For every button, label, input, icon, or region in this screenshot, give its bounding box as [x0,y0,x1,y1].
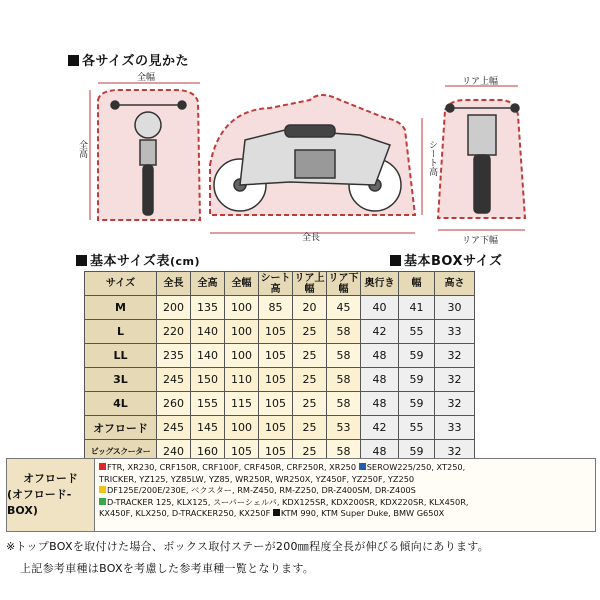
model-names: TRICKER, YZ125, YZ85LW, YZ85, WR250R, WR250X, YZ450F, YZ250F, YZ250 [99,473,415,484]
square-bullet-icon [76,255,87,266]
note-line-2: 上記参考車種はBOXを考慮した参考車種一覧となります。 [20,562,315,575]
table-cell: 100 [225,296,259,320]
box-size-title: 基本BOXサイズ [404,254,503,269]
table-cell: 25 [293,320,327,344]
table-cell: 58 [327,440,361,464]
table-row [85,320,475,344]
table-cell: 260 [157,392,191,416]
size-name-cell: ビッグスクーター [85,440,157,464]
square-bullet-icon [68,55,79,66]
table-cell: 105 [259,368,293,392]
table-cell: 135 [191,296,225,320]
table-cell: 55 [399,320,435,344]
size-table-title: 基本サイズ表 [90,254,170,269]
table-cell: 25 [293,368,327,392]
table-cell: 58 [327,392,361,416]
model-names: D-TRACKER 125, KLX125, スーパーシェルパ, KDX125SR, KDX200SR, KDX220SR, KLX450R, [107,496,469,507]
table-cell: 100 [225,416,259,440]
model-names: KTM 990, KTM Super Duke, BMW G650X [280,508,445,518]
model-line [99,485,591,497]
model-names: KX450F, KLX250, D-TRACKER250, KX250F [99,508,271,518]
section-heading-size-table [76,250,200,269]
model-names: SEROW225/250, XT250, [366,462,466,472]
column-header: シート高 [260,272,291,295]
table-cell: 41 [399,296,435,320]
size-name-cell: 4L [85,392,157,416]
size-unit-label: (cm) [169,255,201,268]
size-name-cell: LL [85,344,157,368]
table-cell: 85 [259,296,293,320]
table-cell: 200 [157,296,191,320]
column-header: サイズ [85,272,157,296]
how-to-read-title: 各サイズの見かた [82,54,189,69]
table-cell: 160 [191,440,225,464]
model-line [99,462,591,474]
table-cell: 150 [191,368,225,392]
table-cell: 58 [327,368,361,392]
table-row [85,344,475,368]
table-cell: 48 [361,440,399,464]
table-cell: 25 [293,392,327,416]
table-cell: 53 [327,416,361,440]
table-cell: 25 [293,440,327,464]
front-width-label: 全幅 [137,73,156,83]
table-cell: 240 [157,440,191,464]
size-name-cell: 3L [85,368,157,392]
table-cell: 32 [435,344,475,368]
green-swatch-icon [99,498,106,505]
table-header-row [85,272,475,296]
model-line [99,508,591,520]
red-swatch-icon [99,463,106,470]
column-header: 全幅 [225,272,259,296]
motorcycle-diagram-svg [70,70,530,248]
table-cell: 30 [435,296,475,320]
table-cell: 105 [259,392,293,416]
black-swatch-icon [273,509,280,516]
size-name-cell: M [85,296,157,320]
table-cell: 48 [361,392,399,416]
table-cell: 40 [361,296,399,320]
table-row [85,296,475,320]
column-header: リア下幅 [328,272,359,295]
table-cell: 145 [191,416,225,440]
table-cell: 32 [435,368,475,392]
offroad-model-list [6,458,596,532]
table-cell: 59 [399,344,435,368]
seat-height-label: シート高 [427,140,437,176]
model-names: DF125E/200E/230E, ベクスター, RM-Z450, RM-Z250, DR-Z400SM, DR-Z400S [107,485,416,495]
table-cell: 42 [361,416,399,440]
model-line [99,474,591,486]
column-header: 全長 [157,272,191,296]
table-cell: 58 [327,344,361,368]
table-cell: 105 [259,440,293,464]
size-name-cell: オフロード [85,416,157,440]
table-cell: 33 [435,320,475,344]
table-row [85,416,475,440]
offroad-label [7,459,95,531]
size-name-cell: L [85,320,157,344]
table-cell: 59 [399,392,435,416]
table-cell: 140 [191,320,225,344]
table-cell: 59 [399,440,435,464]
table-cell: 105 [225,440,259,464]
table-cell: 105 [259,320,293,344]
front-height-label: 全高 [77,140,87,158]
table-cell: 115 [225,392,259,416]
blue-swatch-icon [359,463,366,470]
yellow-swatch-icon [99,486,106,493]
table-cell: 245 [157,416,191,440]
size-table [84,271,475,464]
table-cell: 48 [361,368,399,392]
table-row [85,392,475,416]
table-cell: 48 [361,344,399,368]
model-line [99,497,591,509]
table-cell: 245 [157,368,191,392]
table-cell: 59 [399,368,435,392]
table-cell: 58 [327,320,361,344]
size-diagram [70,70,530,248]
column-header: 幅 [399,272,435,296]
side-length-label: 全長 [302,233,321,243]
table-cell: 20 [293,296,327,320]
table-cell: 32 [435,392,475,416]
column-header: 高さ [435,272,475,296]
table-cell: 100 [225,320,259,344]
table-cell: 33 [435,416,475,440]
table-cell: 45 [327,296,361,320]
column-header: 奥行き [361,272,399,296]
table-cell: 42 [361,320,399,344]
square-bullet-icon [390,255,401,266]
model-names: FTR, XR230, CRF150R, CRF100F, CRF450R, CRF250R, XR250 [107,462,357,472]
table-cell: 155 [191,392,225,416]
offroad-label-line2: (オフロード-BOX) [7,488,72,517]
table-cell: 25 [293,344,327,368]
section-heading-box-size [390,250,502,269]
table-cell: 140 [191,344,225,368]
note-line-1: ※トップBOXを取付けた場合、ボックス取付ステーが200㎜程度全長が伸びる傾向にあります。 [6,540,490,553]
offroad-label-line1: オフロード [23,472,78,485]
table-cell: 32 [435,440,475,464]
table-cell: 25 [293,416,327,440]
column-header: 全高 [191,272,225,296]
table-row [85,368,475,392]
table-cell: 235 [157,344,191,368]
table-cell: 55 [399,416,435,440]
table-cell: 105 [259,344,293,368]
table-cell: 110 [225,368,259,392]
table-cell: 105 [259,416,293,440]
rear-lower-width-label: リア下幅 [462,236,499,246]
offroad-models-text [95,459,595,531]
section-heading-how-to-read [68,50,189,69]
column-header: リア上幅 [294,272,325,295]
table-cell: 220 [157,320,191,344]
table-cell: 100 [225,344,259,368]
rear-upper-width-label: リア上幅 [462,77,499,87]
